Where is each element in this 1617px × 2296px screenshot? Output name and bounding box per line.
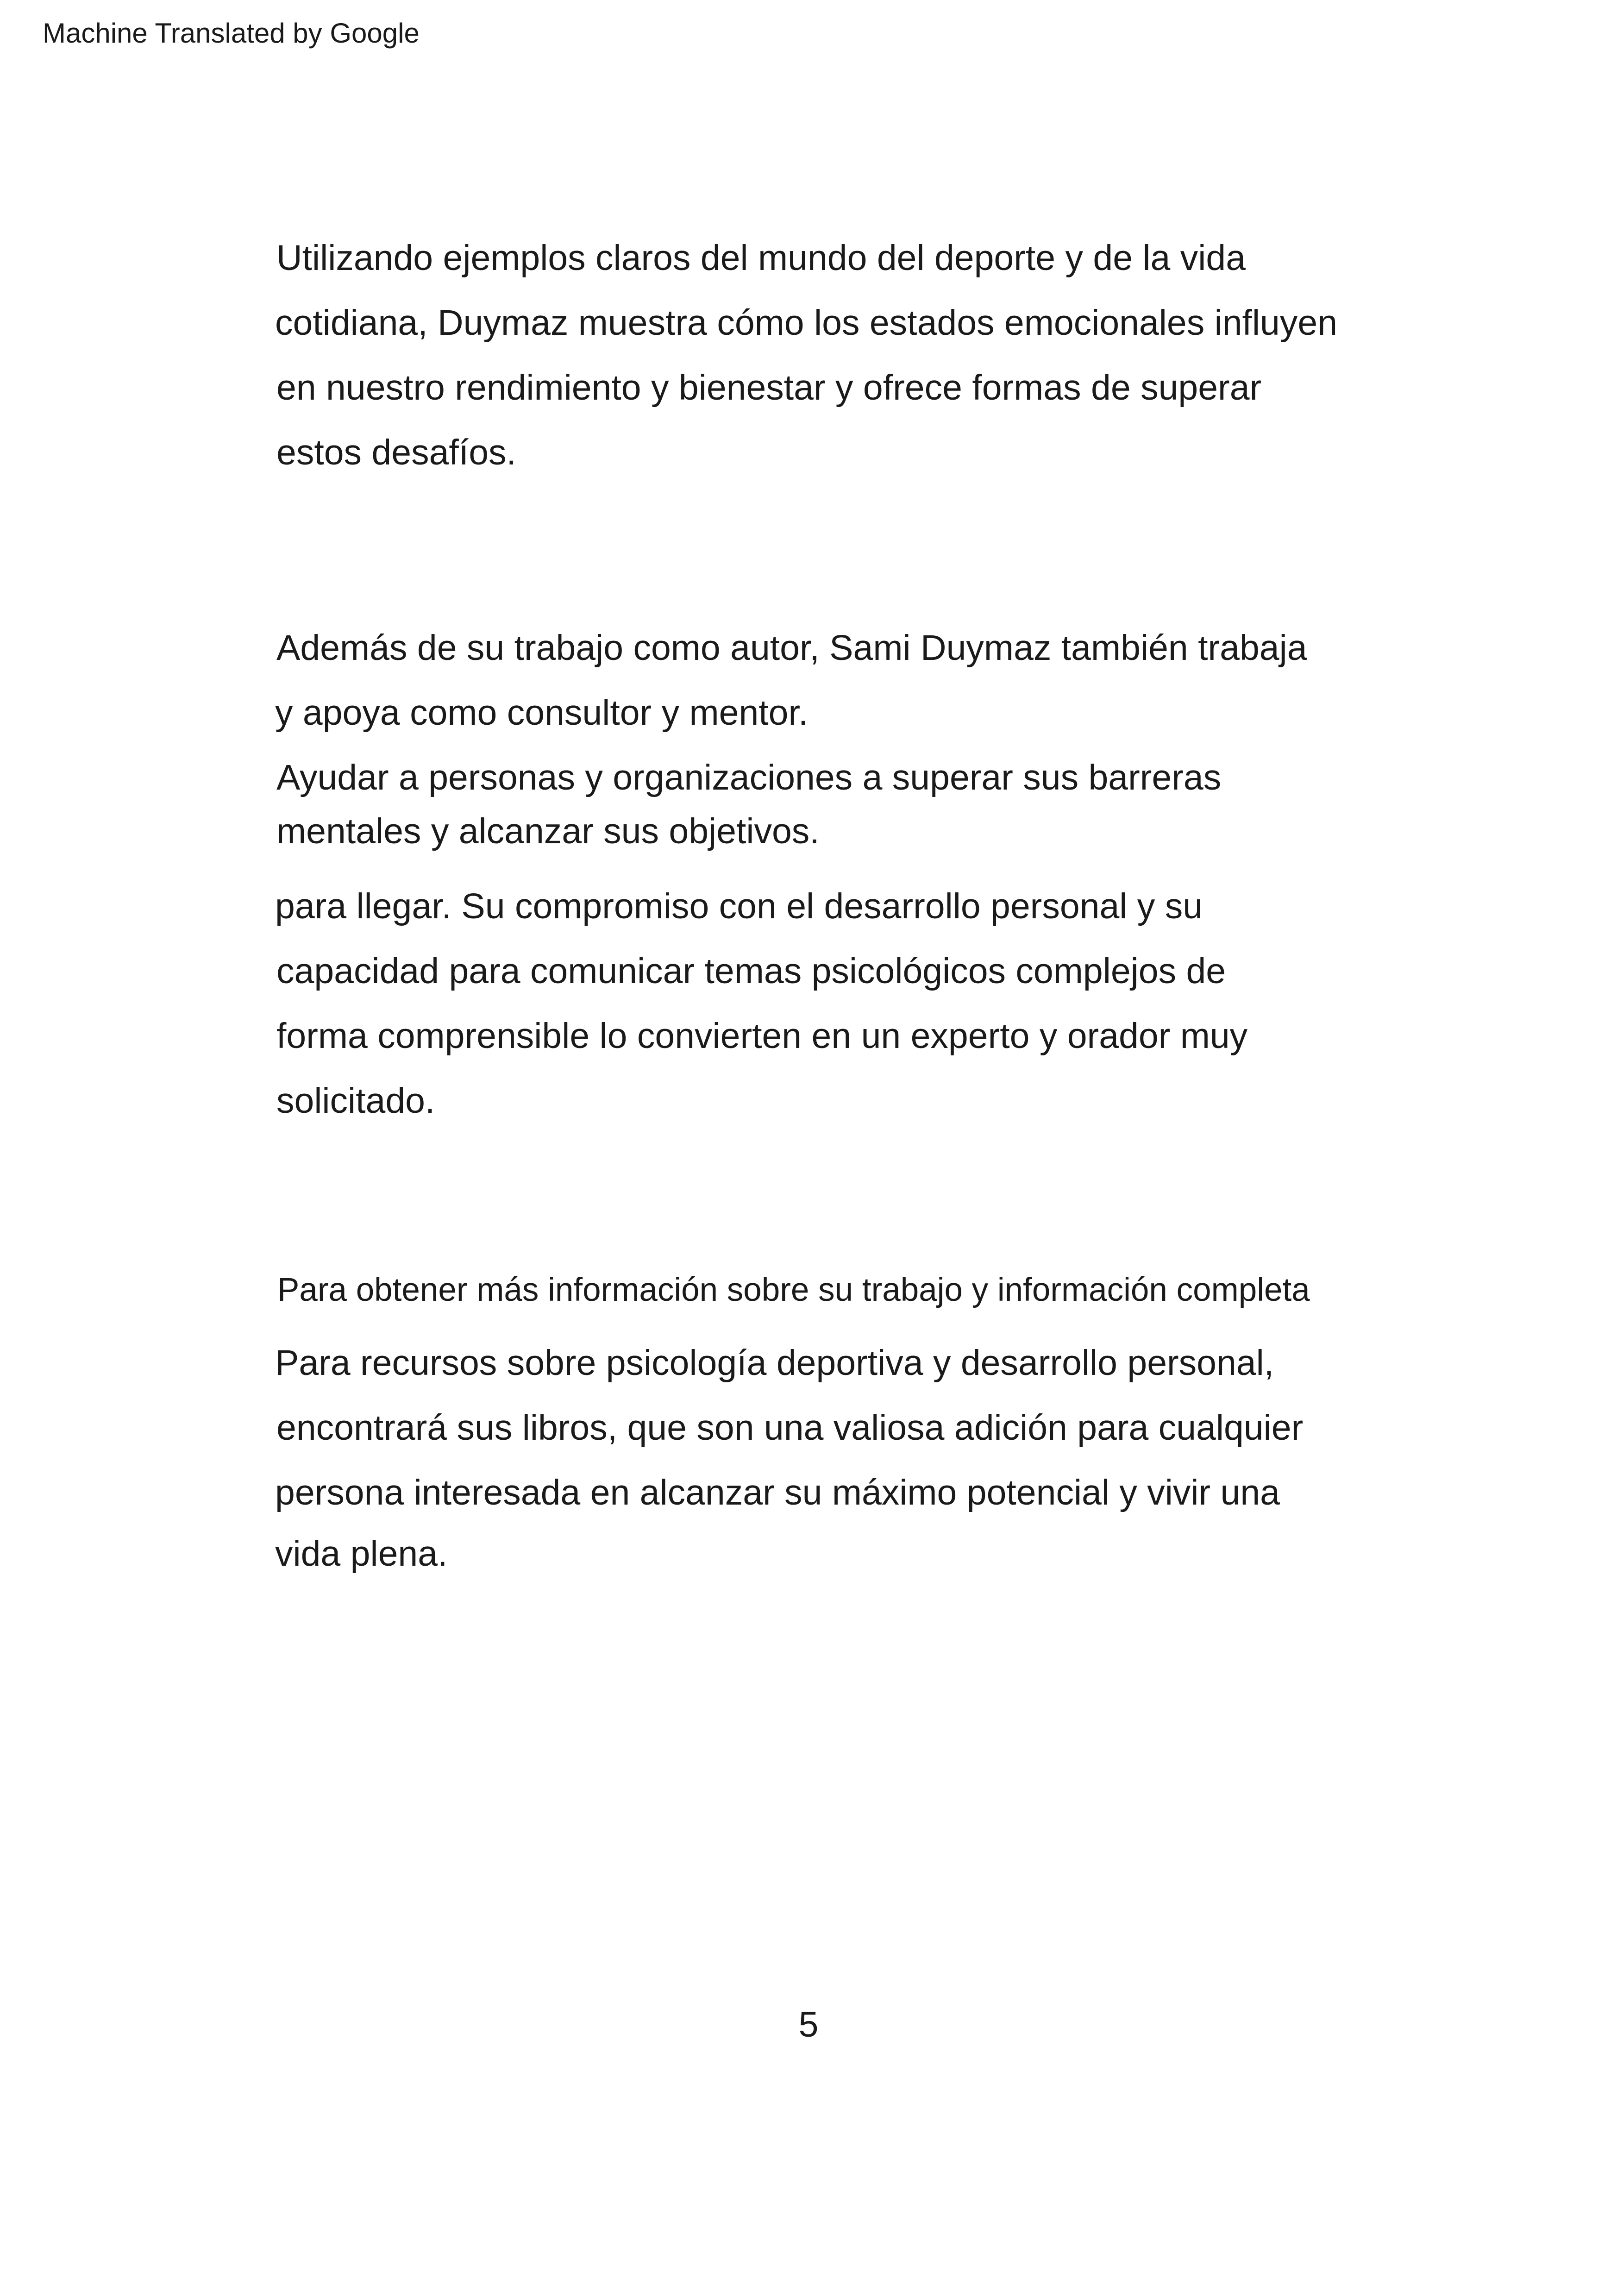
machine-translation-banner: Machine Translated by Google	[43, 18, 420, 49]
paragraph-line: encontrará sus libros, que son una valiosa adición para cualquier	[276, 1408, 1304, 1448]
paragraph-line: Además de su trabajo como autor, Sami Duymaz también trabaja	[276, 628, 1307, 668]
paragraph-line: mentales y alcanzar sus objetivos.	[276, 811, 820, 851]
paragraph-line: forma comprensible lo convierten en un experto y orador muy	[276, 1016, 1248, 1056]
paragraph-line: en nuestro rendimiento y bienestar y ofrece formas de superar	[276, 368, 1262, 408]
paragraph-line: estos desafíos.	[276, 433, 516, 472]
paragraph-line: cotidiana, Duymaz muestra cómo los estados emocionales influyen	[275, 303, 1338, 343]
paragraph-line: Utilizando ejemplos claros del mundo del deporte y de la vida	[276, 238, 1246, 278]
paragraph-line: persona interesada en alcanzar su máximo potencial y vivir una	[275, 1473, 1280, 1512]
paragraph-line: vida plena.	[275, 1534, 448, 1574]
paragraph-line: Para obtener más información sobre su trabajo y información completa	[277, 1272, 1310, 1308]
paragraph-line: solicitado.	[276, 1081, 435, 1121]
paragraph-line: Ayudar a personas y organizaciones a superar sus barreras	[276, 758, 1222, 797]
paragraph-line: y apoya como consultor y mentor.	[275, 693, 808, 733]
page-number: 5	[798, 2005, 819, 2045]
paragraph-line: capacidad para comunicar temas psicológicos complejos de	[276, 951, 1226, 991]
paragraph-line: para llegar. Su compromiso con el desarrollo personal y su	[275, 886, 1203, 926]
paragraph-line: Para recursos sobre psicología deportiva y desarrollo personal,	[275, 1343, 1274, 1383]
